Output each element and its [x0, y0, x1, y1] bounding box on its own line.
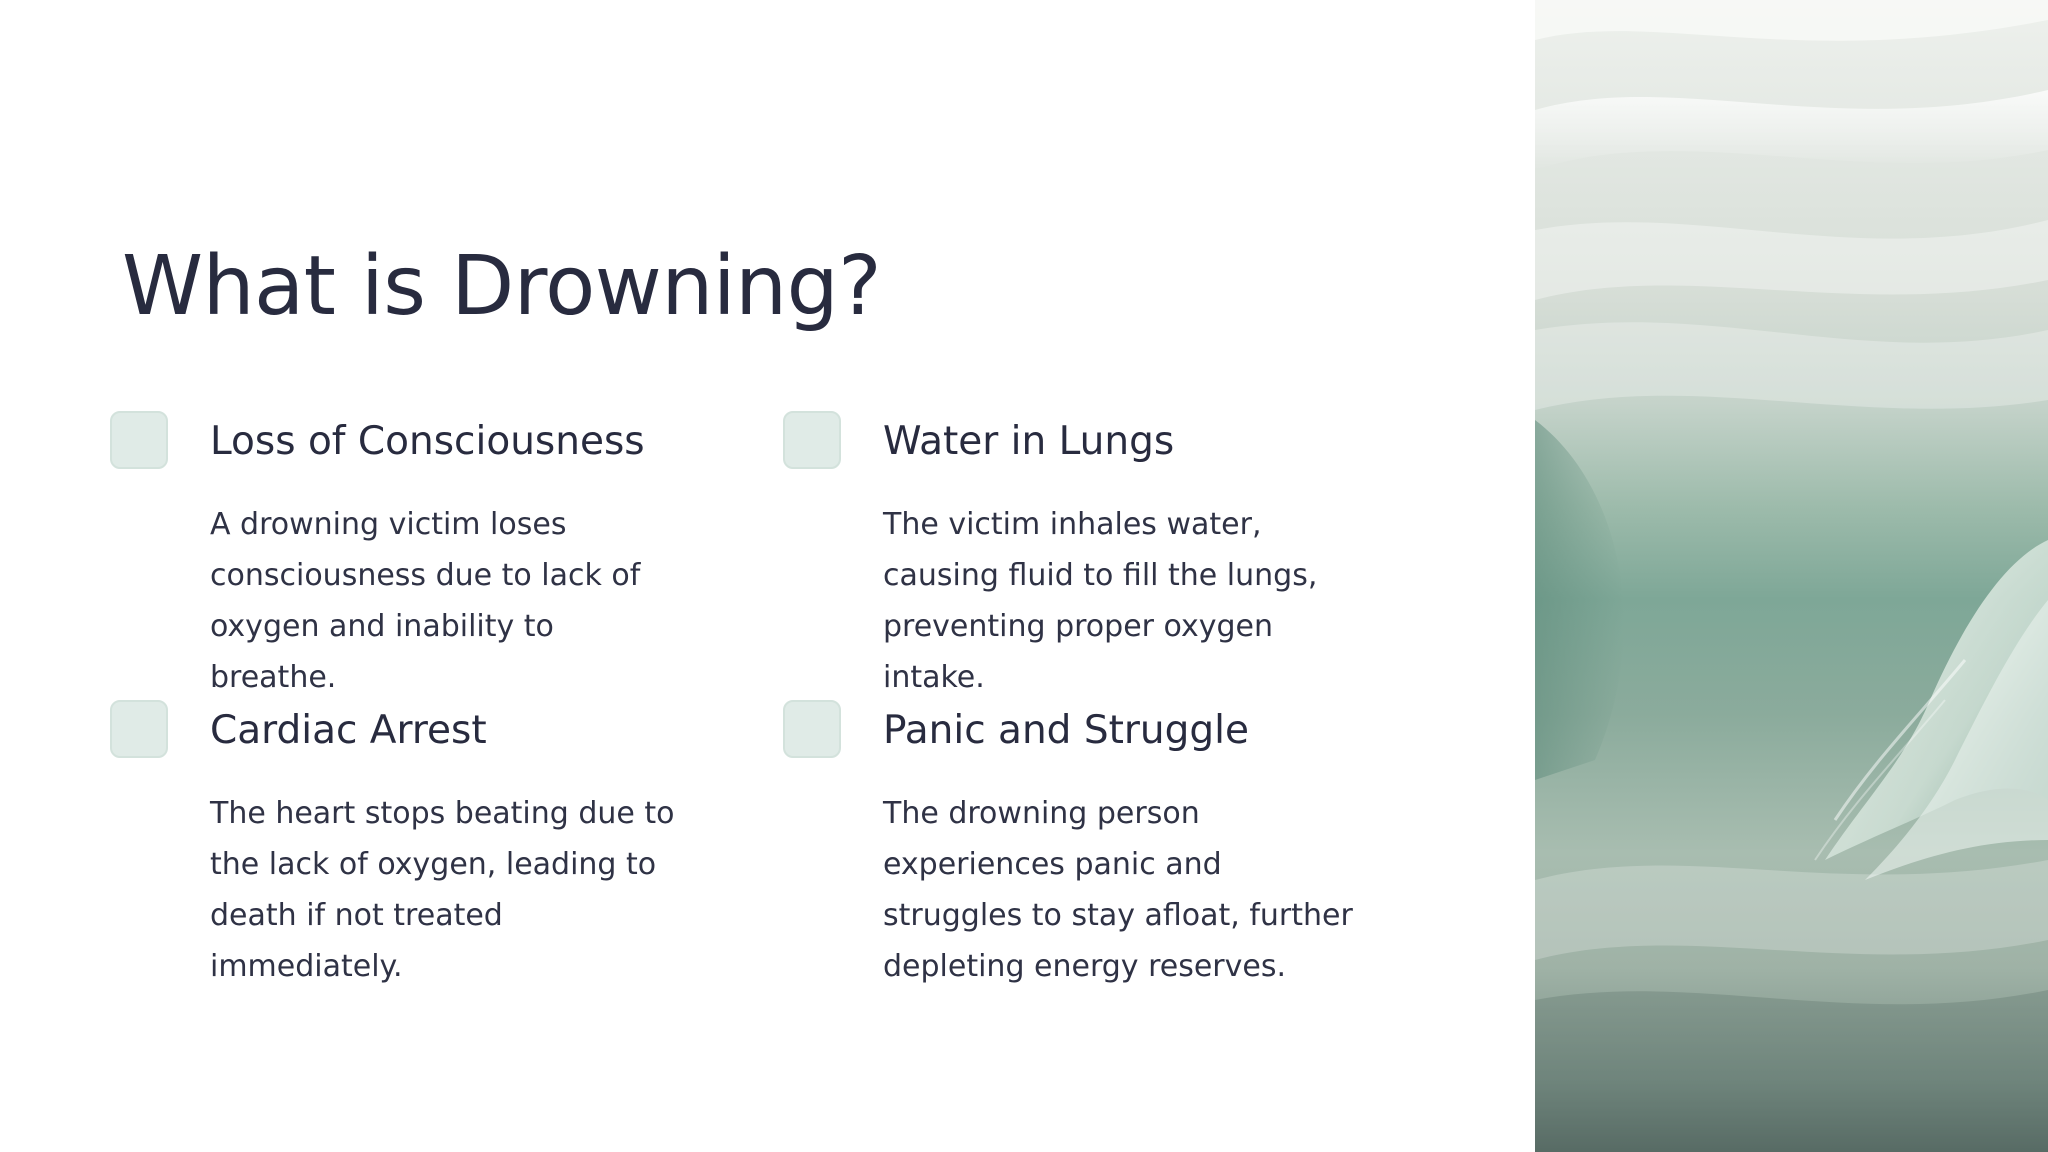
card-icon	[783, 700, 841, 758]
card-title: Water in Lungs	[883, 419, 1175, 464]
card-title: Loss of Consciousness	[210, 419, 645, 464]
card-body: A drowning victim loses consciousness due to lack of oxygen and inability to breathe.	[210, 507, 641, 695]
card-water-in-lungs	[783, 411, 1343, 695]
card-cardiac-arrest	[110, 700, 675, 984]
card-body: The heart stops beating due to the lack of oxygen, leading to death if not treated immediately.	[210, 796, 675, 984]
card-icon	[110, 411, 168, 469]
card-body: The drowning person experiences panic and struggles to stay afloat, further depleting energy reserves.	[883, 796, 1353, 984]
card-loss-of-consciousness	[110, 411, 670, 695]
card-title: Panic and Struggle	[883, 708, 1249, 753]
card-icon	[783, 411, 841, 469]
card-panic-and-struggle	[783, 700, 1353, 984]
hero-wave-image	[1535, 0, 2048, 1152]
slide-title: What is Drowning?	[122, 239, 882, 334]
card-body: The victim inhales water, causing fluid to fill the lungs, preventing proper oxygen intake.	[883, 507, 1318, 695]
card-icon	[110, 700, 168, 758]
wave-illustration	[1535, 0, 2048, 1152]
card-title: Cardiac Arrest	[210, 708, 487, 753]
